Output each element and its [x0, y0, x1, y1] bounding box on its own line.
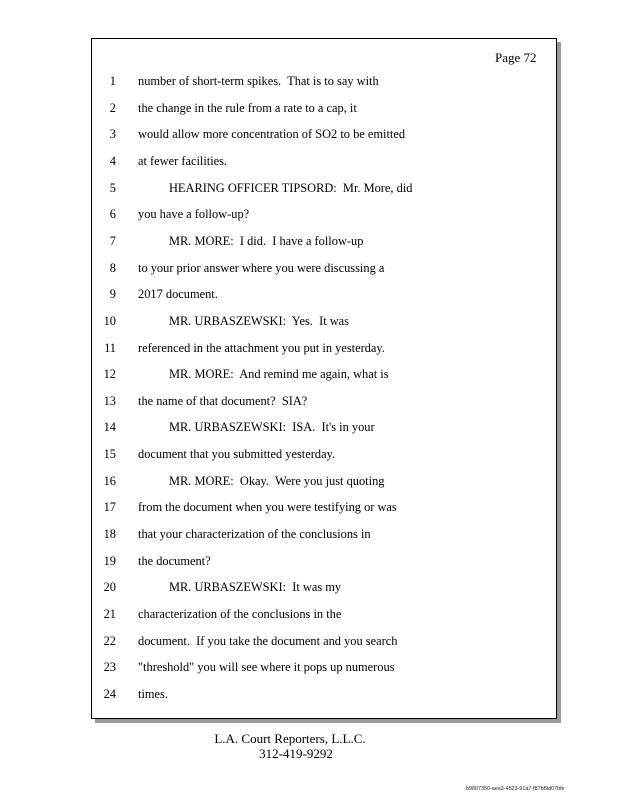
- line-text: that your characterization of the conclusions in: [138, 527, 371, 541]
- line-number: 11: [104, 340, 116, 355]
- line-number: 22: [103, 633, 116, 648]
- electronic-filing-stamp: [147, 20, 462, 36]
- line-text: document that you submitted yesterday.: [138, 447, 336, 462]
- line-number: 1: [109, 74, 116, 88]
- line-text: HEARING OFFICER TIPSORD: Mr. More, did: [138, 180, 413, 195]
- line-text: MR. MORE: And remind me again, what is: [138, 367, 389, 382]
- line-number: 6: [109, 207, 116, 222]
- line-number: 10: [103, 313, 116, 328]
- line-number: 17: [103, 500, 116, 515]
- line-text: you have a follow-up?: [138, 207, 250, 222]
- line-text: at fewer facilities.: [138, 153, 228, 168]
- line-text: times.: [138, 686, 168, 701]
- line-text: MR. URBASZEWSKI: ISA. It's in your: [138, 420, 375, 435]
- line-text: document. If you take the document and you search: [138, 633, 398, 648]
- line-text: from the document when you were testifying or was: [138, 500, 397, 515]
- document-id: b9807350-aea3-4523-91a7-f87bf9d07bfe: [466, 786, 565, 792]
- line-number: 16: [103, 473, 116, 488]
- line-text: MR. MORE: I did. I have a follow-up: [138, 233, 364, 248]
- line-text: the document?: [138, 553, 211, 568]
- line-text: MR. URBASZEWSKI: Yes. It was: [138, 313, 350, 328]
- line-number: 5: [109, 180, 116, 195]
- line-text: "threshold" you will see where it pops up numerous: [138, 660, 395, 675]
- court-reporter-phone: 312-419-9292: [259, 746, 333, 761]
- line-number: 2: [109, 100, 116, 115]
- line-number: 18: [103, 527, 116, 541]
- line-text: to your prior answer where you were discussing a: [138, 260, 385, 275]
- line-text: MR. MORE: Okay. Were you just quoting: [138, 473, 385, 488]
- line-number: 20: [103, 580, 116, 595]
- line-number: 8: [109, 260, 116, 275]
- line-text: would allow more concentration of SO2 to be emitted: [138, 127, 406, 142]
- line-number: 12: [103, 367, 116, 382]
- line-number: 4: [109, 153, 116, 168]
- page-number: Page 72: [495, 50, 537, 65]
- line-number: 7: [109, 233, 116, 248]
- line-number: 24: [103, 686, 116, 701]
- line-text: 2017 document.: [138, 287, 218, 302]
- line-text: referenced in the attachment you put in yesterday.: [138, 340, 385, 355]
- line-text: number of short-term spikes. That is to say with: [138, 74, 379, 88]
- line-number: 19: [103, 553, 116, 568]
- line-text: the change in the rule from a rate to a cap, it: [138, 100, 357, 115]
- line-number: 3: [109, 127, 116, 142]
- line-number: 21: [103, 607, 116, 621]
- line-number: 15: [103, 447, 116, 462]
- line-text: the name of that document? SIA?: [138, 393, 308, 408]
- court-reporter-name: L.A. Court Reporters, L.L.C.: [214, 731, 366, 746]
- footer: [180, 731, 400, 761]
- line-text: characterization of the conclusions in the: [138, 607, 342, 621]
- line-text: MR. URBASZEWSKI: It was my: [138, 580, 342, 595]
- line-number: 14: [103, 420, 116, 435]
- line-number: 9: [109, 287, 116, 302]
- line-number: 13: [103, 393, 116, 408]
- line-number: 23: [103, 660, 116, 675]
